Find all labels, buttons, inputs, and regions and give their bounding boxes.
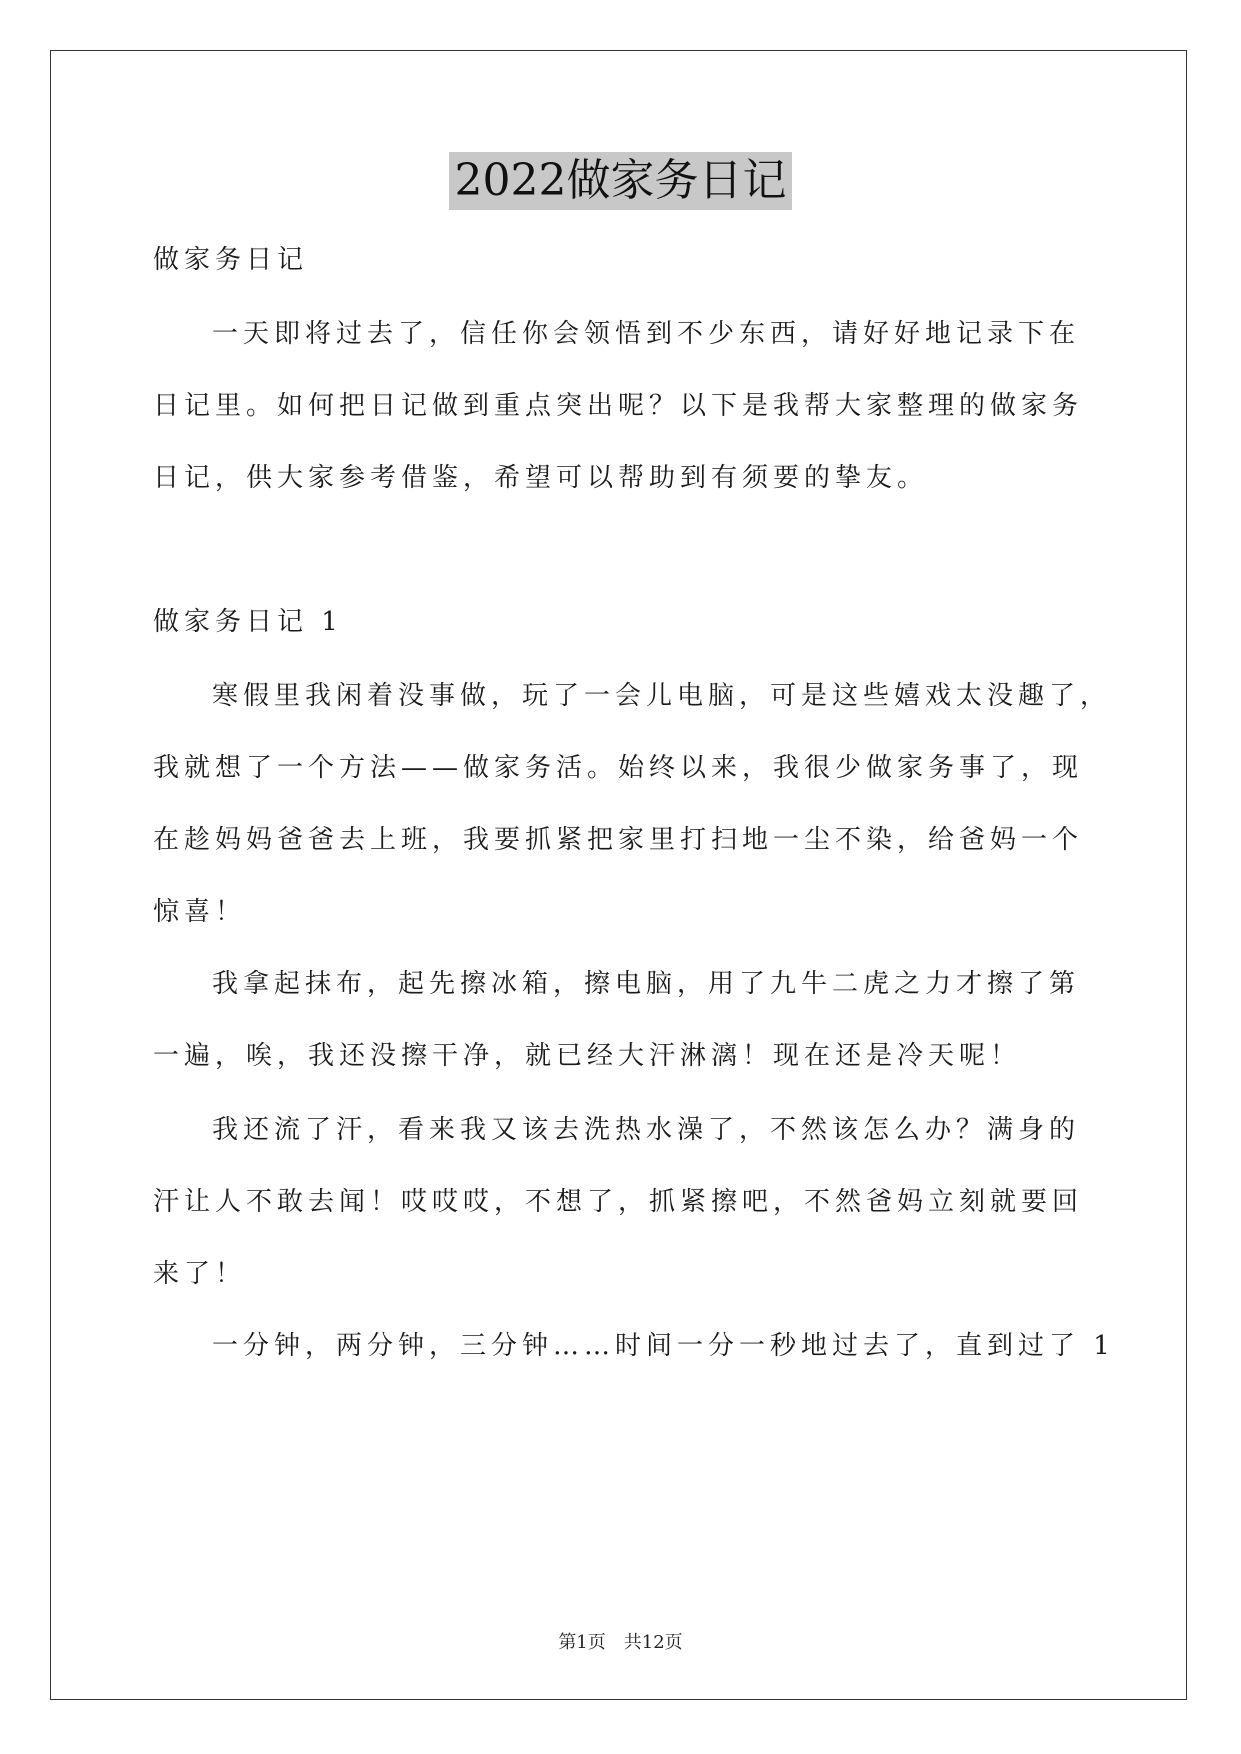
paragraph-line: 惊喜！ bbox=[153, 897, 247, 927]
paragraph-line: 在趁妈妈爸爸去上班，我要抓紧把家里打扫地一尘不染，给爸妈一个 bbox=[153, 825, 1084, 855]
paragraph-line: 日记，供大家参考借鉴，希望可以帮助到有须要的挚友。 bbox=[153, 463, 929, 493]
paragraph-line: 寒假里我闲着没事做，玩了一会儿电脑，可是这些嬉戏太没趣了， bbox=[212, 681, 1112, 711]
paragraph-line: 汗让人不敢去闻！哎哎哎，不想了，抓紧擦吧，不然爸妈立刻就要回 bbox=[153, 1187, 1084, 1217]
paragraph-line: 日记里。如何把日记做到重点突出呢？以下是我帮大家整理的做家务 bbox=[153, 391, 1084, 421]
paragraph-line: 我拿起抹布，起先擦冰箱，擦电脑，用了九牛二虎之力才擦了第 bbox=[212, 969, 1081, 999]
page-total: 共12页 bbox=[623, 1632, 683, 1653]
section-heading: 做家务日记 bbox=[153, 245, 309, 275]
page-footer bbox=[0, 1628, 1241, 1654]
document-title: 2022做家务日记 bbox=[449, 152, 793, 210]
section-heading: 做家务日记 1 bbox=[153, 607, 343, 637]
title-container bbox=[0, 152, 1241, 210]
paragraph-line: 一分钟，两分钟，三分钟……时间一分一秒地过去了，直到过了 1 bbox=[212, 1331, 1115, 1361]
paragraph-line: 一天即将过去了，信任你会领悟到不少东西，请好好地记录下在 bbox=[212, 319, 1081, 349]
paragraph-line: 我就想了一个方法——做家务活。始终以来，我很少做家务事了，现 bbox=[153, 753, 1084, 783]
paragraph-line: 来了！ bbox=[153, 1259, 247, 1289]
page-border bbox=[50, 50, 1187, 1700]
page-number: 第1页 bbox=[558, 1632, 606, 1653]
paragraph-line: 一遍，唉，我还没擦干净，就已经大汗淋漓！现在还是冷天呢！ bbox=[153, 1041, 1022, 1071]
paragraph-line: 我还流了汗，看来我又该去洗热水澡了，不然该怎么办？满身的 bbox=[212, 1115, 1081, 1145]
